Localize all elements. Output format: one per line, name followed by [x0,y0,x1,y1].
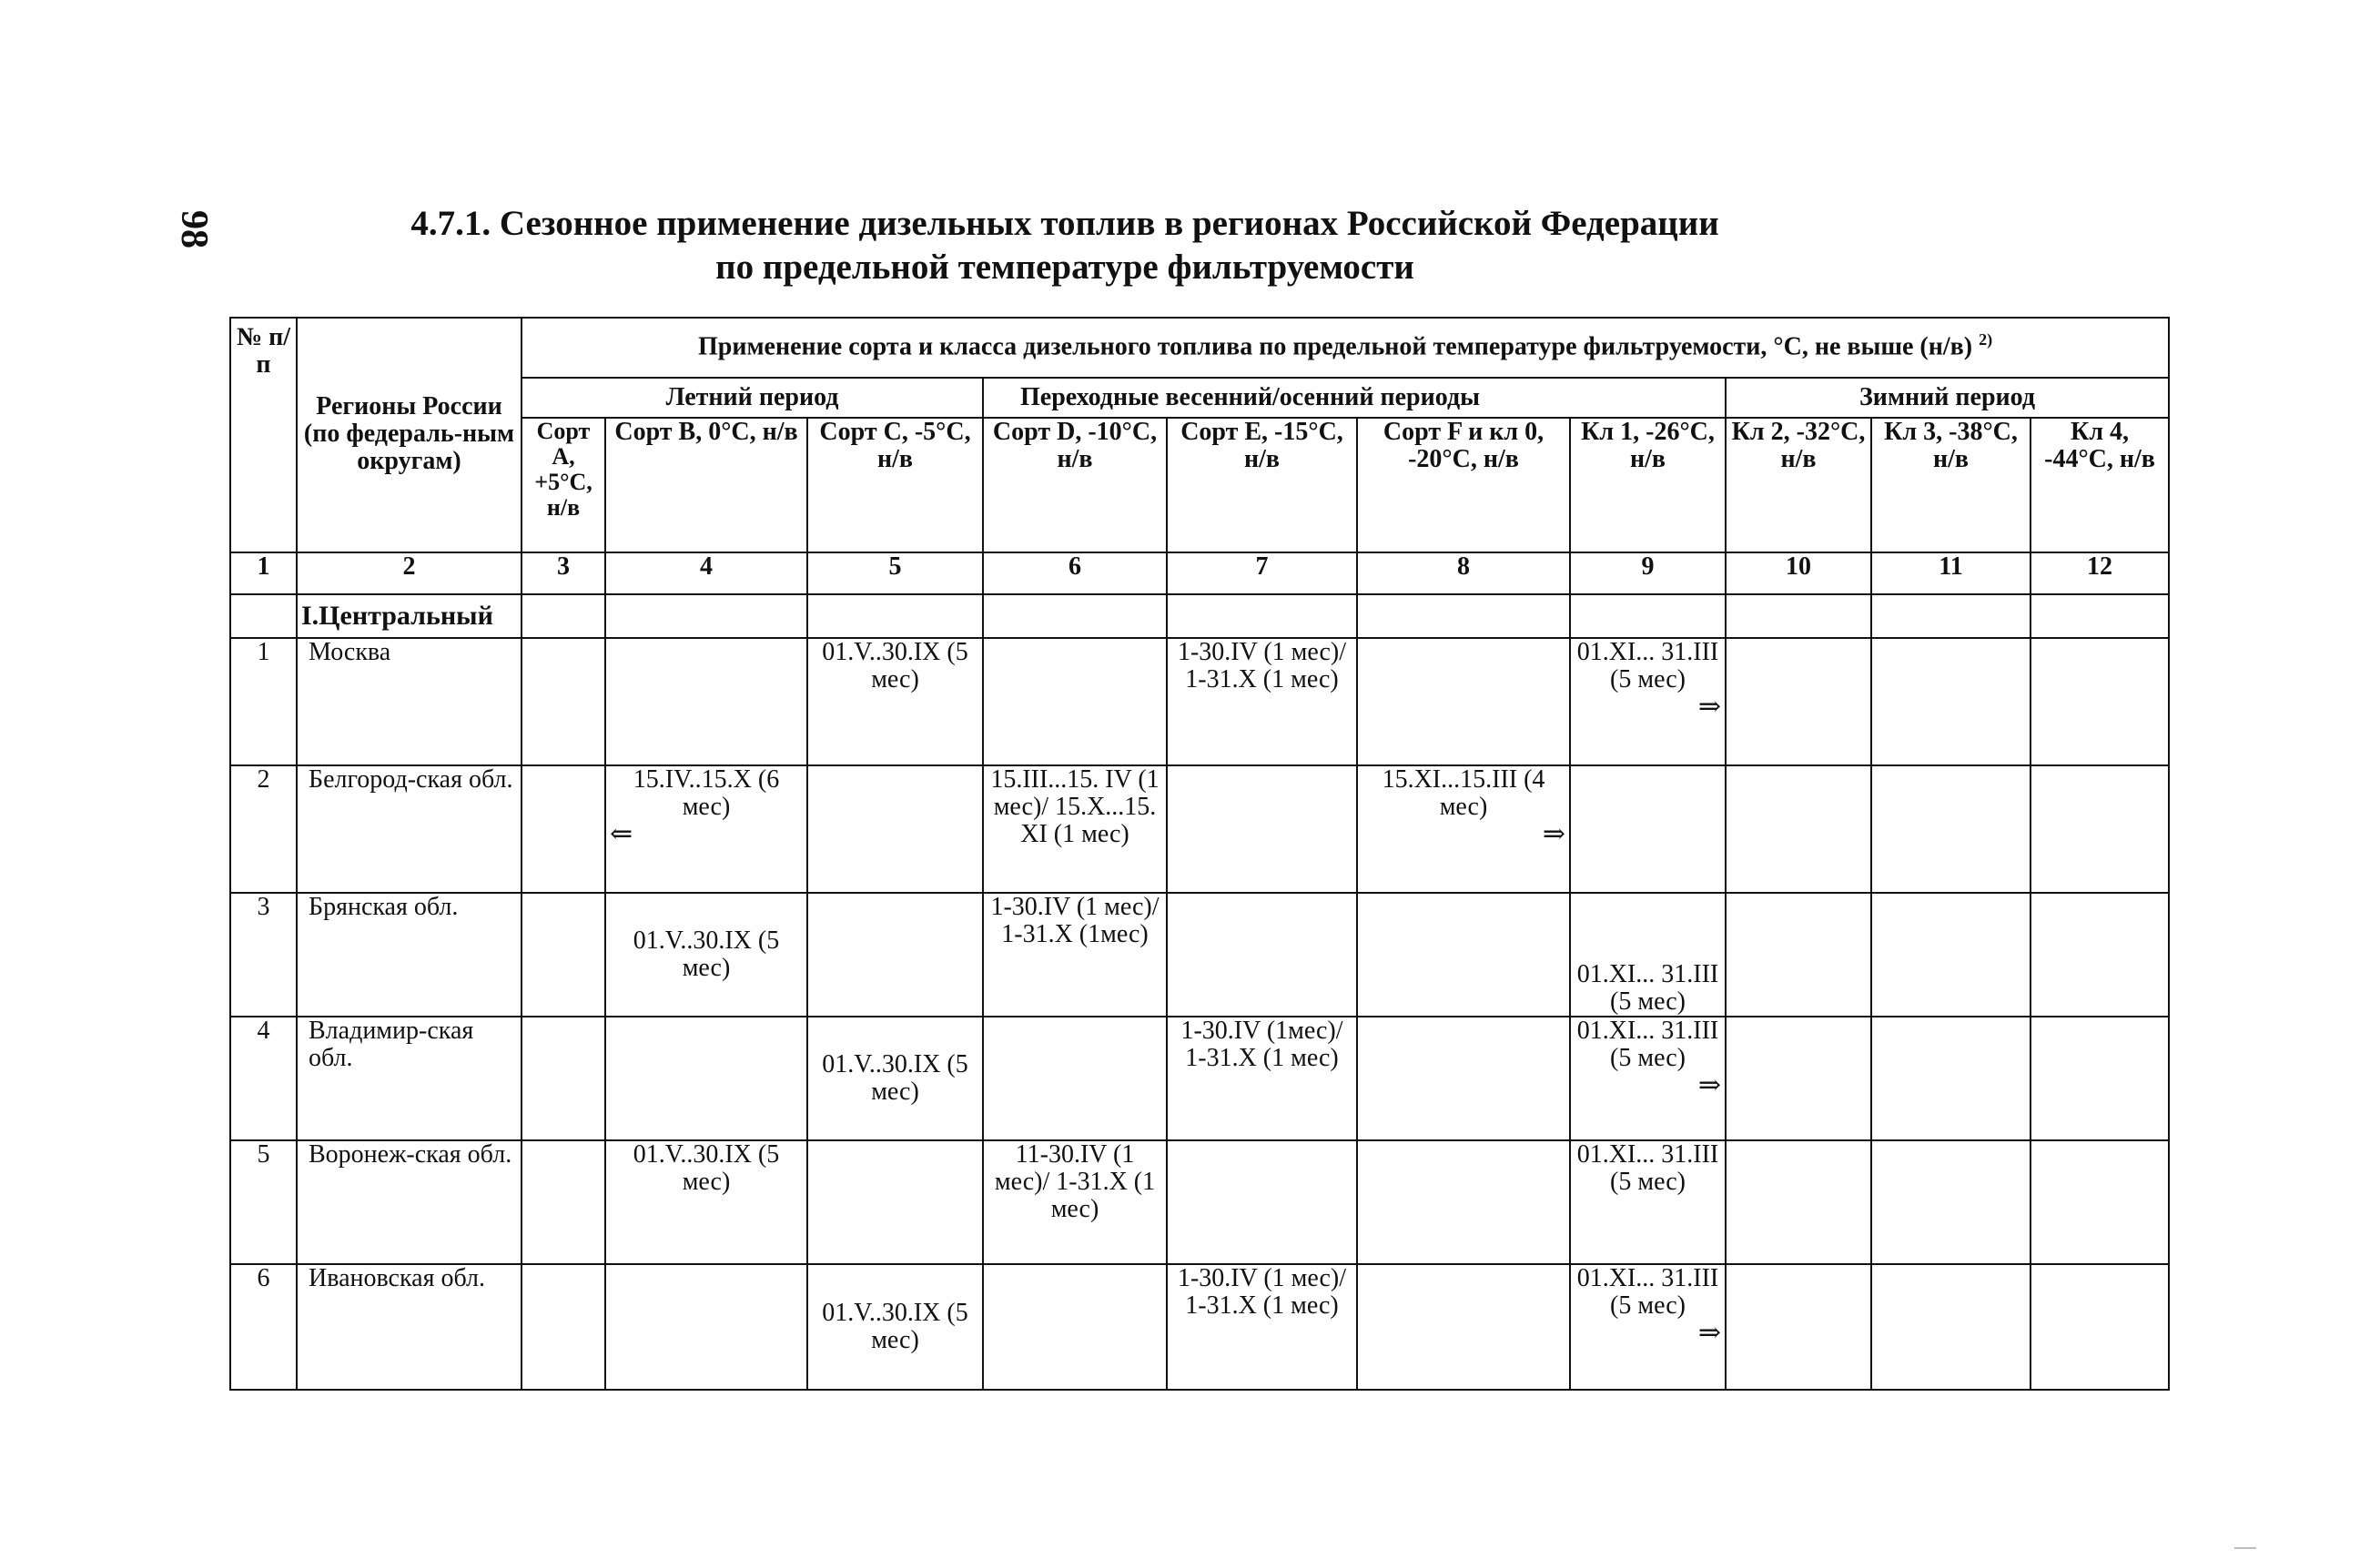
header-no: № п/п [230,318,297,552]
arrow-right-icon: ⇒ [1542,819,1565,849]
cell [522,765,605,893]
grade-d: Сорт D, -10°С, н/в [983,418,1167,552]
row-region: Москва [297,638,522,765]
cell: 15.III...15. IV (1 мес)/ 15.X...15. XI (1 мес) [983,765,1167,893]
row-region: Воронеж-ская обл. [297,1140,522,1264]
table-row [230,1017,2169,1140]
header-regions: Регионы России (по федераль-ным округам) [297,318,522,552]
cell [1871,1017,2031,1140]
cell: 1-30.IV (1 мес)/ 1-31.X (1мес) [983,893,1167,1017]
cell: 01.V..30.IX (5 мес) [807,1264,983,1390]
cell [1726,1264,1871,1390]
cell [807,893,983,1017]
cell [1726,765,1871,893]
page-title [382,202,1747,289]
table-row [230,1264,2169,1390]
title-line-1: 4.7.1. Сезонное применение дизельных топлив в регионах Российской Федерации [410,204,1719,243]
cell [1357,1264,1570,1390]
table-row [230,893,2169,1017]
cell [1167,765,1357,893]
class-3: Кл 3, -38°С, н/в [1871,418,2031,552]
grade-b: Сорт В, 0°С, н/в [605,418,807,552]
cell [605,1017,807,1140]
cell: 01.V..30.IX (5 мес) [807,1017,983,1140]
cell [1570,1017,1726,1140]
title-line-2: по предельной температуре фильтруемости [715,248,1414,287]
col-num: 2 [297,552,522,594]
cell [2031,1017,2169,1140]
col-num: 7 [1167,552,1357,594]
col-num: 3 [522,552,605,594]
cell-text: 01.XI... 31.III (5 мес) [1576,1264,1719,1320]
col-num: 5 [807,552,983,594]
cell [1357,765,1570,893]
row-no: 1 [230,638,297,765]
cell: 01.XI... 31.III (5 мес) [1570,893,1726,1017]
cell: 1-30.IV (1 мес)/ 1-31.X (1 мес) [1167,1264,1357,1390]
row-no: 6 [230,1264,297,1390]
cell [1871,1264,2031,1390]
cell [1357,638,1570,765]
row-region: Белгород-ская обл. [297,765,522,893]
grade-f: Сорт F и кл 0, -20°С, н/в [1357,418,1570,552]
row-no: 4 [230,1017,297,1140]
cell [1726,638,1871,765]
scan-artifact [2234,1547,2256,1549]
cell-text: 01.XI... 31.III (5 мес) [1576,1017,1719,1072]
cell: 1-30.IV (1мес)/ 1-31.X (1 мес) [1167,1017,1357,1140]
row-region: Владимир-ская обл. [297,1017,522,1140]
cell [1167,893,1357,1017]
col-num: 4 [605,552,807,594]
cell: 01.V..30.IX (5 мес) [807,638,983,765]
class-1: Кл 1, -26°С, н/в [1570,418,1726,552]
cell [605,765,807,893]
cell [522,638,605,765]
cell [983,1017,1167,1140]
cell [2031,1264,2169,1390]
header-application-text: Применение сорта и класса дизельного топлива по предельной температуре фильтруемости, °С, не выше (н/в) [697,332,1973,361]
cell [1726,1017,1871,1140]
section-title: I.Центральный [297,594,522,638]
cell [522,1017,605,1140]
cell [2031,765,2169,893]
cell: 01.XI... 31.III (5 мес) [1570,1140,1726,1264]
grade-e: Сорт Е, -15°С, н/в [1167,418,1357,552]
page-number: 98 [173,210,215,248]
table-row [230,765,2169,893]
grade-c: Сорт С, -5°С, н/в [807,418,983,552]
cell [1570,638,1726,765]
col-num: 9 [1570,552,1726,594]
row-no: 5 [230,1140,297,1264]
header-summer: Летний период [522,378,983,418]
col-num: 6 [983,552,1167,594]
arrow-left-icon: ⇐ [610,819,633,849]
header-application-sup: 2) [1979,330,1993,349]
cell [1726,893,1871,1017]
arrow-right-icon: ⇒ [1697,1318,1721,1348]
cell [1871,1140,2031,1264]
cell [983,1264,1167,1390]
arrow-right-icon: ⇒ [1697,692,1721,722]
grade-a: Сорт А, +5°С, н/в [522,418,605,552]
cell-text: 01.XI... 31.III (5 мес) [1576,638,1719,693]
table-row [230,1140,2169,1264]
col-num: 11 [1871,552,2031,594]
cell [1871,893,2031,1017]
cell [2031,893,2169,1017]
cell: 11-30.IV (1 мес)/ 1-31.X (1 мес) [983,1140,1167,1264]
cell-text: 15.IV..15.X (6 мес) [633,765,780,821]
cell [1167,1140,1357,1264]
row-region: Ивановская обл. [297,1264,522,1390]
class-4: Кл 4, -44°С, н/в [2031,418,2169,552]
cell [1357,1017,1570,1140]
cell [807,765,983,893]
header-application [522,318,2169,378]
cell [2031,638,2169,765]
row-region: Брянская обл. [297,893,522,1017]
cell [1570,1264,1726,1390]
cell [605,638,807,765]
fuel-season-table [229,317,2170,1391]
table-row [230,638,2169,765]
cell: 01.V..30.IX (5 мес) [605,1140,807,1264]
class-2: Кл 2, -32°С, н/в [1726,418,1871,552]
col-num: 12 [2031,552,2169,594]
cell: 1-30.IV (1 мес)/ 1-31.X (1 мес) [1167,638,1357,765]
cell [1726,1140,1871,1264]
header-winter: Зимний период [1726,378,2169,418]
cell [1357,893,1570,1017]
cell [1871,765,2031,893]
cell [522,893,605,1017]
cell [2031,1140,2169,1264]
col-num: 10 [1726,552,1871,594]
cell [983,638,1167,765]
col-num: 8 [1357,552,1570,594]
cell-text: 15.XI...15.III (4 мес) [1382,765,1545,821]
arrow-right-icon: ⇒ [1697,1070,1721,1100]
cell [1871,638,2031,765]
cell: 01.V..30.IX (5 мес) [605,893,807,1017]
section-row [230,594,2169,638]
cell [522,1264,605,1390]
row-no: 2 [230,765,297,893]
col-num: 1 [230,552,297,594]
cell [522,1140,605,1264]
header-transition: Переходные весенний/осенний периоды [983,378,1726,418]
cell [1570,765,1726,893]
row-no: 3 [230,893,297,1017]
cell [1357,1140,1570,1264]
cell [605,1264,807,1390]
cell [807,1140,983,1264]
column-numbers-row [230,552,2169,594]
